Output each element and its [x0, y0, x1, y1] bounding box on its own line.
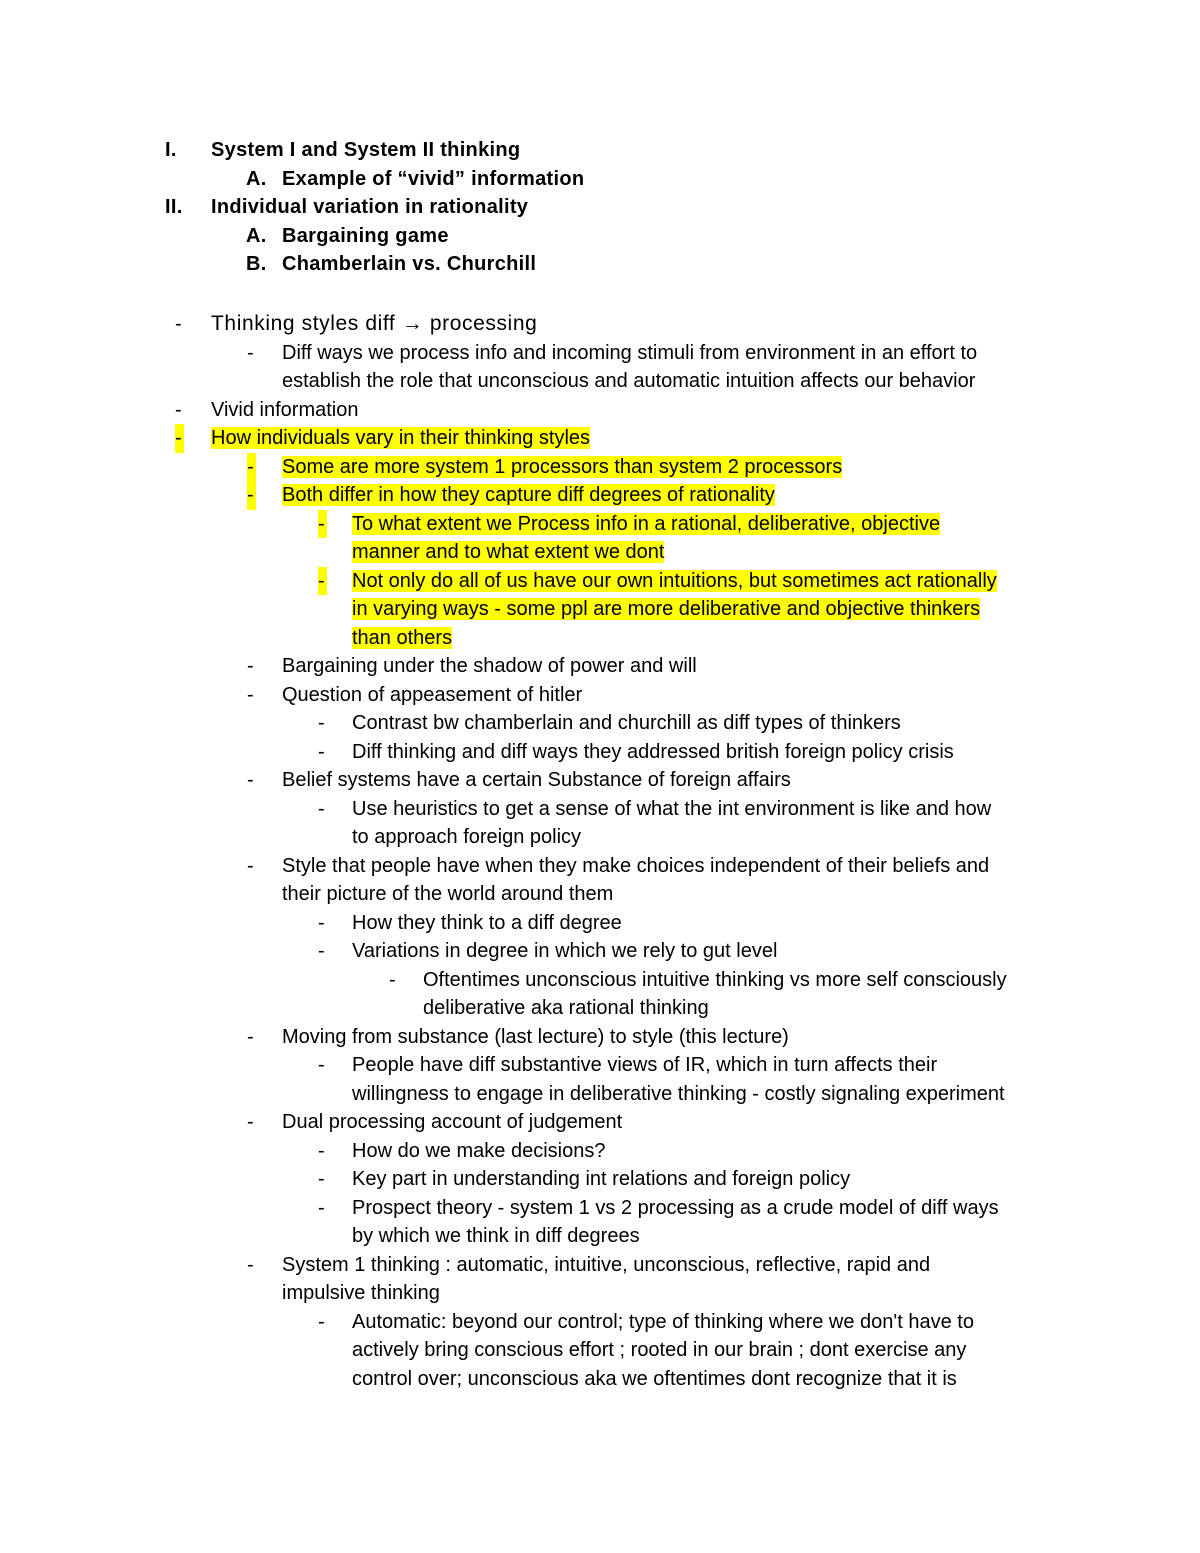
- bullet-line: [282, 367, 1200, 396]
- bullet-line: [423, 966, 1200, 995]
- bullet-text: willingness to engage in deliberative thinking - costly signaling experiment: [352, 1082, 1005, 1105]
- bullet-text: by which we think in diff degrees: [352, 1225, 640, 1247]
- bullet-item: [0, 652, 1200, 681]
- outline-marker: A.: [246, 167, 267, 190]
- bullet-item: [0, 1137, 1200, 1166]
- bullet-line: [352, 1336, 1200, 1365]
- bullet-item: [0, 310, 1200, 339]
- outline-marker: A.: [246, 224, 267, 247]
- bullet-text: actively bring conscious effort ; rooted in our brain ; dont exercise any: [352, 1339, 967, 1361]
- bullet-line: [352, 624, 1200, 653]
- bullet-text: than others: [352, 626, 453, 649]
- outline-item: [0, 168, 1200, 197]
- bullet-text: in varying ways - some ppl are more deliberative and objective thinkers: [352, 598, 981, 620]
- bullet-dash: -: [318, 1139, 325, 1162]
- bullet-dash: -: [318, 1196, 325, 1219]
- bullet-dash: -: [247, 1253, 254, 1276]
- bullet-dash: -: [247, 854, 254, 877]
- bullet-line: [282, 1279, 1200, 1308]
- bullet-line: [282, 1251, 1200, 1280]
- bullet-dash: -: [247, 481, 256, 510]
- bullet-dash: -: [175, 313, 182, 335]
- bullet-line: [352, 1222, 1200, 1251]
- bullet-text: Not only do all of us have our own intuitions, but sometimes act rationally: [352, 569, 997, 592]
- bullet-text: Vivid information: [211, 398, 359, 421]
- bullet-dash: -: [247, 341, 254, 364]
- bullet-line: [423, 994, 1200, 1023]
- highlighted-bullet-item: [0, 481, 1200, 510]
- bullet-item: [0, 966, 1200, 1023]
- bullet-item: [0, 852, 1200, 909]
- bullet-item: [0, 339, 1200, 396]
- bullet-dash: -: [318, 940, 325, 962]
- bullet-line: [352, 538, 1200, 567]
- bullet-line: [282, 652, 1200, 681]
- highlighted-bullet-item: [0, 567, 1200, 653]
- bullet-line: [282, 1108, 1200, 1137]
- bullet-line: [352, 1308, 1200, 1337]
- bullet-text: impulsive thinking: [282, 1282, 440, 1304]
- bullet-text: their picture of the world around them: [282, 883, 614, 905]
- bullet-line: [352, 1194, 1200, 1223]
- bullet-line: [282, 880, 1200, 909]
- bullet-text: to approach foreign policy: [352, 826, 582, 848]
- bullet-line: [282, 681, 1200, 710]
- bullet-text: Both differ in how they capture diff degrees of rationality: [282, 484, 775, 506]
- bullet-line: [282, 453, 1200, 482]
- bullet-line: [211, 396, 1200, 425]
- bullet-item: [0, 738, 1200, 767]
- outline-item: [0, 253, 1200, 282]
- bullet-dash: -: [318, 740, 325, 763]
- bullet-dash: -: [175, 424, 184, 453]
- bullet-line: [352, 937, 1200, 966]
- outline-marker: B.: [246, 253, 267, 275]
- outline-text: System I and System II thinking: [211, 139, 521, 161]
- bullet-line: [352, 909, 1200, 938]
- bullet-line: [352, 1080, 1200, 1109]
- lecture-outline: [0, 139, 1200, 282]
- bullet-dash: -: [247, 769, 254, 791]
- bullet-line: [352, 1165, 1200, 1194]
- outline-marker: II.: [165, 196, 183, 218]
- bullet-line: [352, 595, 1200, 624]
- bullet-line: [352, 823, 1200, 852]
- bullet-text: deliberative aka rational thinking: [423, 997, 709, 1019]
- bullet-text: Prospect theory - system 1 vs 2 processing as a crude model of diff ways: [352, 1196, 999, 1219]
- bullet-text: Dual processing account of judgement: [282, 1111, 623, 1133]
- bullet-text: Key part in understanding int relations and foreign policy: [352, 1168, 851, 1190]
- lecture-notes: [0, 310, 1200, 1393]
- outline-item: [0, 139, 1200, 168]
- bullet-text: Moving from substance (last lecture) to style (this lecture): [282, 1025, 789, 1048]
- bullet-line: [352, 709, 1200, 738]
- outline-text: Bargaining game: [282, 224, 449, 247]
- bullet-item: [0, 1023, 1200, 1052]
- bullet-text: Thinking styles diff → processing: [211, 312, 538, 335]
- bullet-item: [0, 1251, 1200, 1308]
- bullet-item: [0, 1194, 1200, 1251]
- bullet-text: How they think to a diff degree: [352, 911, 622, 934]
- bullet-item: [0, 709, 1200, 738]
- bullet-item: [0, 681, 1200, 710]
- bullet-line: [282, 481, 1200, 510]
- bullet-text: Diff thinking and diff ways they addressed british foreign policy crisis: [352, 740, 954, 763]
- bullet-item: [0, 795, 1200, 852]
- bullet-text: Contrast bw chamberlain and churchill as diff types of thinkers: [352, 712, 901, 734]
- bullet-item: [0, 766, 1200, 795]
- bullet-line: [352, 510, 1200, 539]
- bullet-dash: -: [318, 567, 327, 596]
- bullet-dash: -: [247, 453, 256, 482]
- bullet-line: [352, 1137, 1200, 1166]
- outline-marker: I.: [165, 139, 177, 161]
- bullet-text: Oftentimes unconscious intuitive thinking vs more self consciously: [423, 968, 1007, 991]
- bullet-text: Some are more system 1 processors than system 2 processors: [282, 455, 843, 478]
- bullet-dash: -: [318, 797, 325, 820]
- bullet-line: [211, 424, 1200, 453]
- bullet-line: [352, 1051, 1200, 1080]
- bullet-dash: -: [318, 1310, 325, 1333]
- outline-text: Chamberlain vs. Churchill: [282, 253, 537, 275]
- bullet-text: Diff ways we process info and incoming stimuli from environment in an effort to: [282, 341, 978, 364]
- bullet-line: [282, 852, 1200, 881]
- bullet-item: [0, 1108, 1200, 1137]
- bullet-text: System 1 thinking : automatic, intuitive, unconscious, reflective, rapid and: [282, 1253, 931, 1276]
- bullet-line: [282, 766, 1200, 795]
- highlighted-bullet-item: [0, 453, 1200, 482]
- bullet-line: [211, 310, 1200, 339]
- bullet-dash: -: [247, 683, 254, 706]
- outline-item: [0, 225, 1200, 254]
- bullet-text: establish the role that unconscious and automatic intuition affects our behavior: [282, 370, 976, 392]
- bullet-dash: -: [247, 655, 254, 677]
- bullet-line: [352, 1365, 1200, 1394]
- bullet-item: [0, 937, 1200, 966]
- bullet-text: control over; unconscious aka we oftentimes dont recognize that it is: [352, 1367, 957, 1390]
- bullet-item: [0, 1051, 1200, 1108]
- bullet-item: [0, 1165, 1200, 1194]
- bullet-text: To what extent we Process info in a rational, deliberative, objective: [352, 512, 941, 535]
- outline-item: [0, 196, 1200, 225]
- bullet-item: [0, 1308, 1200, 1394]
- highlighted-bullet-item: [0, 424, 1200, 453]
- bullet-text: manner and to what extent we dont: [352, 541, 665, 563]
- bullet-dash: -: [175, 398, 182, 421]
- bullet-dash: -: [318, 1168, 325, 1190]
- bullet-text: Style that people have when they make choices independent of their beliefs and: [282, 854, 990, 877]
- bullet-text: Belief systems have a certain Substance of foreign affairs: [282, 769, 791, 791]
- bullet-dash: -: [247, 1111, 254, 1133]
- bullet-text: Automatic: beyond our control; type of thinking where we don't have to: [352, 1310, 974, 1333]
- bullet-text: Variations in degree in which we rely to gut level: [352, 940, 778, 962]
- bullet-dash: -: [247, 1025, 254, 1048]
- bullet-item: [0, 396, 1200, 425]
- bullet-line: [352, 795, 1200, 824]
- bullet-text: Question of appeasement of hitler: [282, 683, 583, 706]
- bullet-dash: -: [318, 911, 325, 934]
- bullet-dash: -: [318, 510, 327, 539]
- highlighted-bullet-item: [0, 510, 1200, 567]
- bullet-line: [282, 339, 1200, 368]
- bullet-text: How individuals vary in their thinking styles: [211, 427, 591, 449]
- outline-text: Example of “vivid” information: [282, 167, 585, 190]
- bullet-dash: -: [389, 968, 396, 991]
- bullet-line: [352, 738, 1200, 767]
- bullet-dash: -: [318, 712, 325, 734]
- bullet-text: People have diff substantive views of IR, which in turn affects their: [352, 1054, 938, 1076]
- bullet-text: How do we make decisions?: [352, 1139, 606, 1162]
- bullet-line: [282, 1023, 1200, 1052]
- outline-text: Individual variation in rationality: [211, 196, 529, 218]
- bullet-line: [352, 567, 1200, 596]
- bullet-dash: -: [318, 1054, 325, 1076]
- bullet-text: Bargaining under the shadow of power and will: [282, 655, 697, 677]
- bullet-text: Use heuristics to get a sense of what the int environment is like and how: [352, 797, 992, 820]
- bullet-item: [0, 909, 1200, 938]
